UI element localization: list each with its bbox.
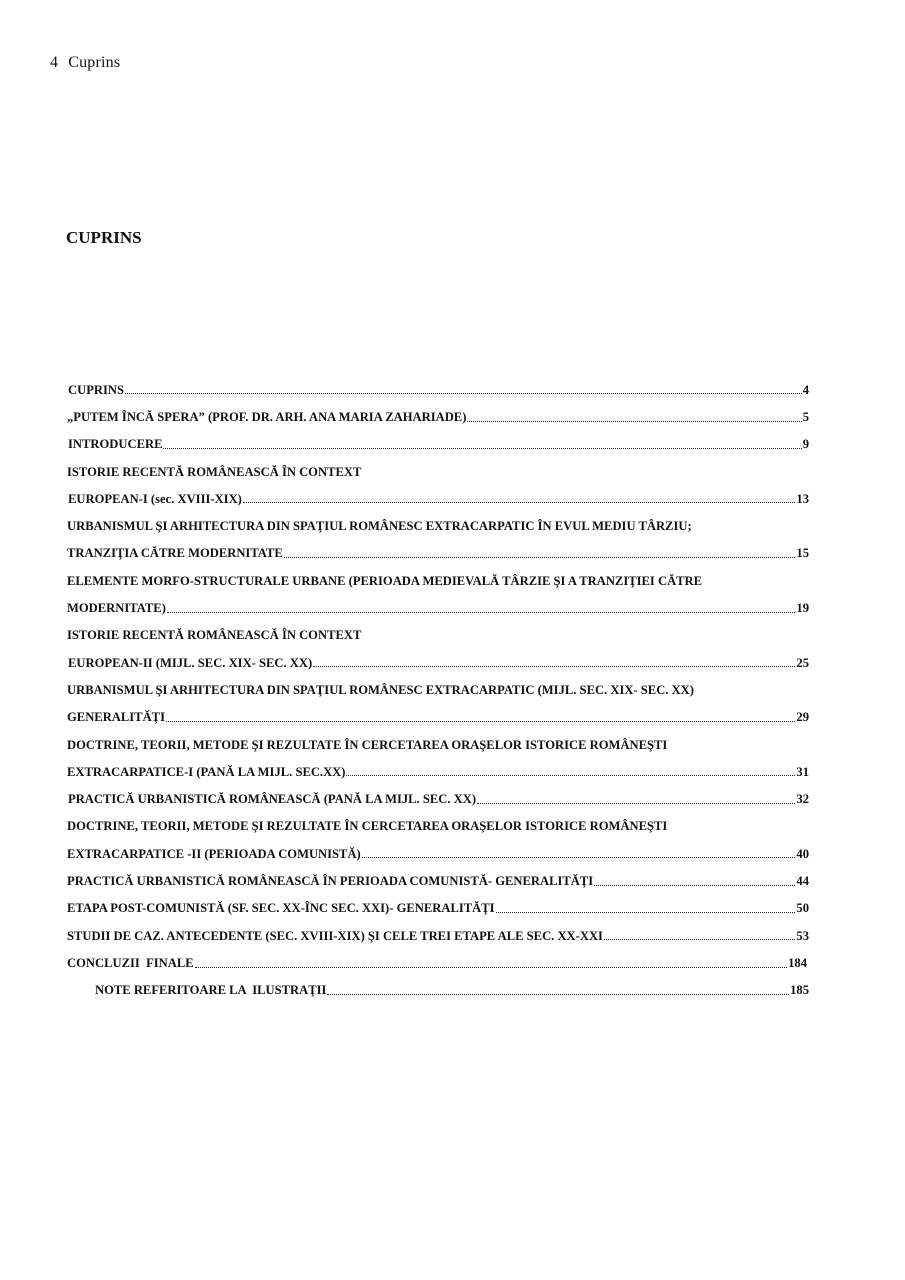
dot-leader xyxy=(167,612,796,613)
toc-entry-page: 31 xyxy=(796,764,809,779)
toc-entry-page: 13 xyxy=(796,491,809,506)
toc-entry-title: „PUTEM ÎNCĂ SPERA” (PROF. DR. ARH. ANA MARIA ZAHARIADE) xyxy=(67,410,467,424)
toc-entry-page: 53 xyxy=(796,928,809,943)
toc-entry-title: STUDII DE CAZ. ANTECEDENTE (SEC. XVIII-XIX) ŞI CELE TREI ETAPE ALE SEC. XX-XXI xyxy=(67,928,603,943)
table-of-contents xyxy=(67,372,809,1000)
toc-entry-page: 19 xyxy=(796,601,809,616)
toc-entry-continued-line[interactable] xyxy=(67,508,809,535)
toc-entry-title: INTRODUCERE xyxy=(68,437,163,452)
dot-leader xyxy=(362,857,796,858)
dot-leader xyxy=(195,967,787,968)
toc-entry-page: 5 xyxy=(802,410,809,424)
toc-entry-european-ii[interactable] xyxy=(67,645,809,672)
toc-entry-title: DOCTRINE, TEORII, METODE ŞI REZULTATE ÎN CERCETAREA ORAŞELOR ISTORICE ROMÂNEŞTI xyxy=(67,819,668,834)
toc-entry-page: 184 xyxy=(788,955,807,970)
dot-leader xyxy=(346,775,795,776)
toc-entry-title: CUPRINS xyxy=(68,382,124,397)
dot-leader xyxy=(477,803,795,804)
toc-entry-title: CONCLUZII FINALE xyxy=(67,955,194,970)
toc-entry-note-ilustratii[interactable] xyxy=(67,973,809,1000)
toc-entry-title: PRACTICĂ URBANISTICĂ ROMÂNEASCĂ (PANĂ LA MIJL. SEC. XX) xyxy=(68,792,477,807)
toc-entry-introducere[interactable] xyxy=(67,427,809,454)
dot-leader xyxy=(243,502,796,503)
toc-entry-post-comunista[interactable] xyxy=(67,891,809,918)
running-header xyxy=(50,54,120,72)
toc-entry-title: TRANZIŢIA CĂTRE MODERNITATE xyxy=(67,546,283,561)
dot-leader xyxy=(594,885,795,886)
dot-leader xyxy=(327,994,789,995)
dot-leader xyxy=(496,912,796,913)
toc-entry-title: GENERALITĂŢI xyxy=(67,710,165,725)
toc-entry-extracarpatice-ii[interactable] xyxy=(67,836,809,863)
toc-entry-page: 4 xyxy=(802,382,809,397)
toc-entry-continued-line[interactable] xyxy=(67,809,809,836)
toc-entry-title: ETAPA POST-COMUNISTĂ (SF. SEC. XX-ÎNC SEC. XXI)- GENERALITĂŢI xyxy=(67,901,495,916)
header-running-title: Cuprins xyxy=(68,54,121,71)
toc-entry-continued-line[interactable] xyxy=(67,618,809,645)
toc-entry-studii-de-caz[interactable] xyxy=(67,918,809,945)
toc-entry-page: 29 xyxy=(796,710,809,725)
dot-leader xyxy=(604,939,795,940)
toc-entry-putem-inca-spera[interactable] xyxy=(67,399,809,426)
toc-entry-extracarpatice-i[interactable] xyxy=(67,754,809,781)
toc-entry-title: EXTRACARPATICE -II (PERIOADA COMUNISTĂ) xyxy=(67,846,361,861)
header-page-number: 4 xyxy=(50,54,59,71)
toc-entry-cuprins[interactable] xyxy=(67,372,809,399)
dot-leader xyxy=(284,557,796,558)
page-title: CUPRINS xyxy=(66,228,142,247)
toc-entry-page: 185 xyxy=(790,983,809,998)
toc-entry-practica-urbanistica[interactable] xyxy=(67,781,809,808)
toc-entry-concluzii[interactable] xyxy=(67,945,807,972)
toc-entry-title: PRACTICĂ URBANISTICĂ ROMÂNEASCĂ ÎN PERIOADA COMUNISTĂ- GENERALITĂŢI xyxy=(67,874,594,889)
dot-leader xyxy=(125,393,802,394)
toc-entry-generalitati[interactable] xyxy=(67,700,809,727)
dot-leader xyxy=(313,666,795,667)
toc-entry-title: ISTORIE RECENTĂ ROMÂNEASCĂ ÎN CONTEXT xyxy=(67,464,362,479)
toc-entry-page: 44 xyxy=(796,874,809,889)
toc-entry-page: 32 xyxy=(796,792,809,807)
toc-entry-continued-line[interactable] xyxy=(67,727,809,754)
toc-entry-page: 15 xyxy=(796,546,809,561)
dot-leader xyxy=(163,448,801,449)
dot-leader xyxy=(166,721,795,722)
toc-entry-title: EUROPEAN-I (sec. XVIII-XIX) xyxy=(68,491,242,506)
toc-entry-page: 9 xyxy=(802,437,809,452)
toc-entry-title: URBANISMUL ŞI ARHITECTURA DIN SPAŢIUL ROMÂNESC EXTRACARPATIC ÎN EVUL MEDIU TÂRZIU; xyxy=(67,519,692,534)
toc-entry-title: MODERNITATE) xyxy=(67,601,166,616)
toc-entry-title: DOCTRINE, TEORII, METODE ŞI REZULTATE ÎN CERCETAREA ORAŞELOR ISTORICE ROMÂNEŞTI xyxy=(67,737,668,752)
toc-entry-title: EXTRACARPATICE-I (PANĂ LA MIJL. SEC.XX) xyxy=(67,764,346,779)
toc-entry-european-i[interactable] xyxy=(67,481,809,508)
toc-entry-page: 50 xyxy=(796,901,809,916)
toc-entry-title: URBANISMUL ŞI ARHITECTURA DIN SPAŢIUL ROMÂNESC EXTRACARPATIC (MIJL. SEC. XIX- SEC. XX) xyxy=(67,682,694,697)
toc-entry-title: NOTE REFERITOARE LA ILUSTRAŢII xyxy=(95,983,327,998)
toc-entry-continued-line[interactable] xyxy=(67,672,809,699)
toc-entry-continued-line[interactable] xyxy=(67,563,809,590)
toc-entry-title: ELEMENTE MORFO-STRUCTURALE URBANE (PERIOADA MEDIEVALĂ TÂRZIE ŞI A TRANZIŢIEI CĂTRE xyxy=(67,573,703,588)
toc-entry-title: ISTORIE RECENTĂ ROMÂNEASCĂ ÎN CONTEXT xyxy=(67,628,362,643)
toc-entry-tranzitia[interactable] xyxy=(67,536,809,563)
toc-entry-page: 25 xyxy=(796,655,809,670)
toc-entry-title: EUROPEAN-II (MIJL. SEC. XIX- SEC. XX) xyxy=(68,655,313,670)
toc-entry-continued-line[interactable] xyxy=(67,454,809,481)
toc-entry-practica-comunista[interactable] xyxy=(67,863,809,890)
toc-entry-page: 40 xyxy=(796,846,809,861)
dot-leader xyxy=(467,421,801,422)
toc-entry-modernitate[interactable] xyxy=(67,590,809,617)
